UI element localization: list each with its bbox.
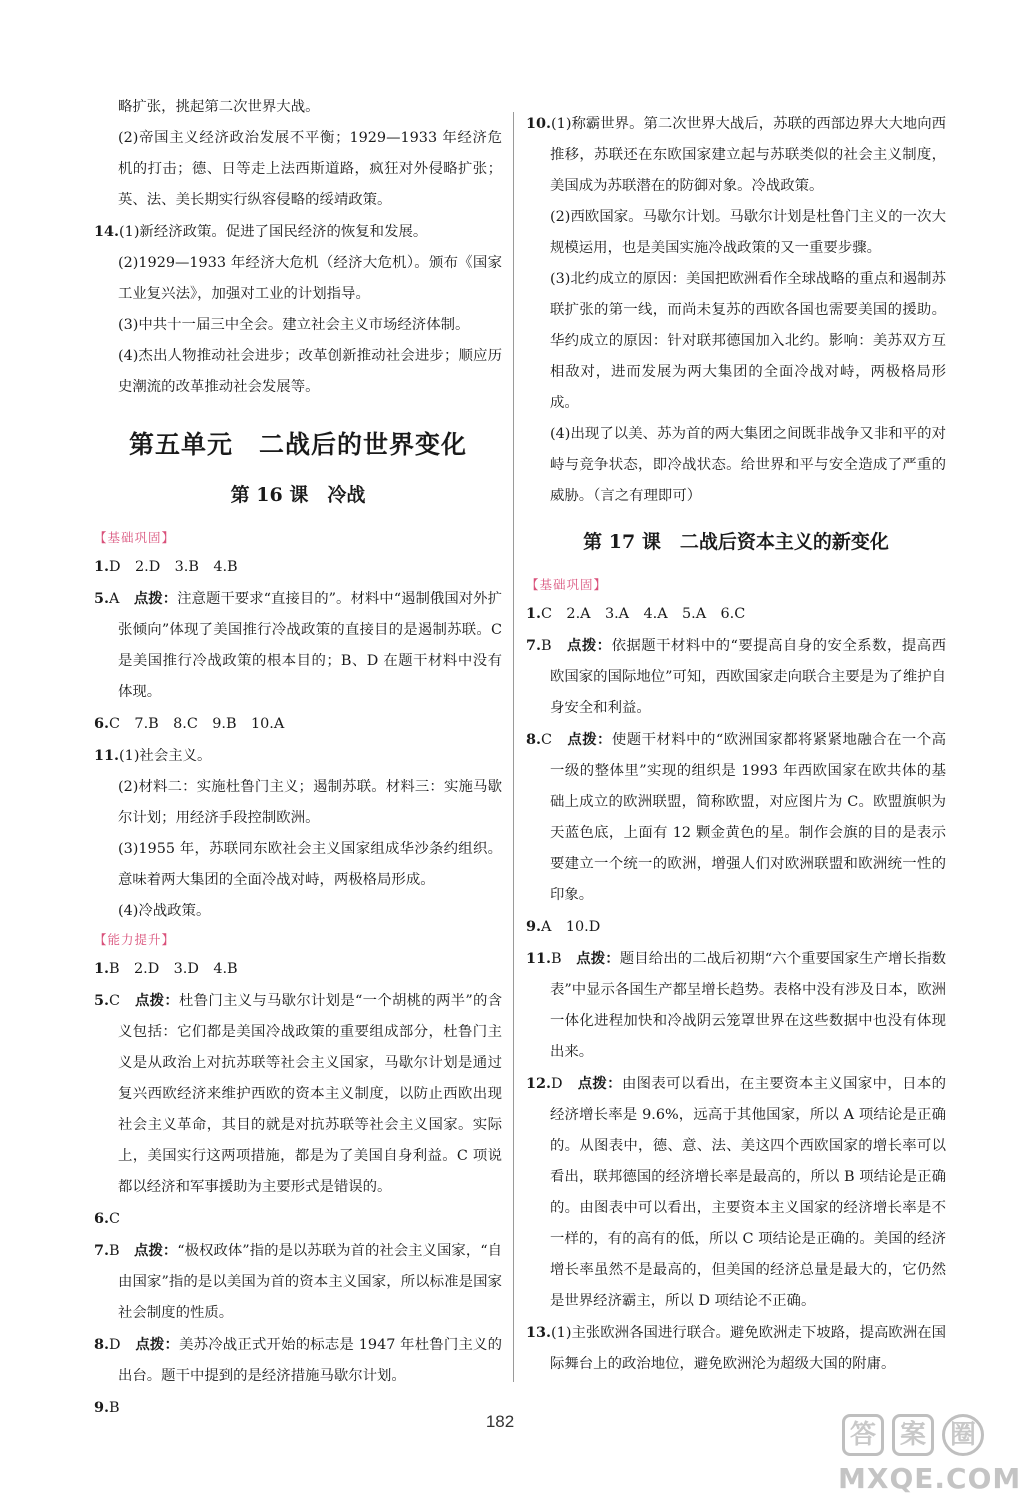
answer-item: 9.A 10.D [526,918,601,935]
answer-item: 7.B 点拨：“极权政体”指的是以苏联为首的社会主义国家，“自由国家”指的是以美国为首的资本主义国家，所以标准是国家社会制度的性质。 [94,1242,502,1321]
answer-item: 11.(1)社会主义。 [94,747,212,764]
answer-item: 13.(1)主张欧洲各国进行联合。避免欧洲走下坡路，提高欧洲在国际舞台上的政治地位，避免欧洲沦为超级大国的附庸。 [526,1324,946,1372]
unit-title: 第五单元 二战后的世界变化 [128,430,467,459]
answer-item: 7.B 点拨：依据题干材料中的“要提高自身的安全系数，提高西欧国家的国际地位”可知，西欧国家走向联合主要是为了维护自身安全和利益。 [526,637,946,716]
answer-item: 9.B [94,1399,120,1416]
answer-sub: (2)西欧国家。马歇尔计划。马歇尔计划是杜鲁门主义的一次大规模运用，也是美国实施冷战政策的又一重要步骤。 [550,209,946,256]
tip-label: 点拨： [135,1336,180,1353]
section-tag-advanced: 【能力提升】 [94,932,176,947]
answer-sub: (3)1955 年，苏联同东欧社会主义国家组成华沙条约组织。意味着两大集团的全面冷战对峙，两极格局形成。 [118,841,502,888]
tip-label: 点拨： [134,1242,178,1259]
section-tag-basic: 【基础巩固】 [94,530,176,545]
answer-continuation: 略扩张，挑起第二次世界大战。 [118,99,320,115]
answer-item: 8.C 点拨：使题干材料中的“欧洲国家都将紧紧地融合在一个高一级的整体里”实现的组织是 1993 年西欧国家在欧共体的基础上成立的欧洲联盟，简称欧盟，对应图片为 C。欧盟旗帜为天蓝色底，上面有 12 颗金黄色的星。制作会旗的目的是表示要建立一个统一的欧洲，增强人们对欧洲联盟和欧洲统一性的印象。 [526,731,946,903]
right-column [526,108,946,1380]
answer-sub: (3)中共十一届三中全会。建立社会主义市场经济体制。 [118,317,470,333]
answer-sub: (3)北约成立的原因：美国把欧洲看作全球战略的重点和遏制苏联扩张的第一线，而尚未复苏的西欧各国也需要美国的援助。华约成立的原因：针对联邦德国加入北约。影响：美苏双方互相敌对，进而发展为两大集团的全面冷战对峙，两极格局形成。 [550,271,946,411]
answer-item: 11.B 点拨：题目给出的二战后初期“六个重要国家生产增长指数表”中显示各国生产都呈增长趋势。表格中没有涉及日本，欧洲一体化进程加快和冷战阴云笼罩世界在这些数据中也没有体现出来。 [526,950,947,1060]
answer-item: 1.C 2.A 3.A 4.A 5.A 6.C [526,605,746,622]
answer-continuation: (2)帝国主义经济政治发展不平衡；1929—1933 年经济危机的打击；德、日等走上法西斯道路，疯狂对外侵略扩张；英、法、美长期实行纵容侵略的绥靖政策。 [118,130,502,208]
question-number: 10. [526,115,552,132]
tip-label: 点拨： [567,731,612,748]
answer-item: 12.D 点拨：由图表可以看出，在主要资本主义国家中，日本的经济增长率是 9.6%，远高于其他国家，所以 A 项结论是正确的。从图表中，德、意、法、美这四个西欧国家的增长率可以看出，联邦德国的经济增长率是最高的，所以 B 项结论是正确的。由图表中可以看出，主要资本主义国家的经济增长率是不一样的，有的高有的低，所以 C 项结论是正确的。美国的经济增长率虽然不是最高的，但美国的经济总量是最大的，它仍然是世界经济霸主，所以 D 项结论不正确。 [526,1075,946,1309]
answer-sub: (4)杰出人物推动社会进步；改革创新推动社会进步；顺应历史潮流的改革推动社会发展等。 [118,348,502,395]
answer-item: 5.C 点拨：杜鲁门主义与马歇尔计划是“一个胡桃的两半”的含义包括：它们都是美国冷战政策的重要组成部分，杜鲁门主义是从政治上对抗苏联等社会主义国家，马歇尔计划是通过复兴西欧经济来维护西欧的资本主义制度，以防止西欧出现社会主义革命，其目的就是对抗苏联等社会主义国家。实际上，美国实行这两项措施，都是为了美国自身利益。C 项说都以经济和军事援助为主要形式是错误的。 [94,992,503,1195]
watermark-glyph: 案 [892,1414,934,1456]
answer-item: 8.D 点拨：美苏冷战正式开始的标志是 1947 年杜鲁门主义的出台。题干中提到的是经济措施马歇尔计划。 [94,1336,502,1384]
tip-label: 点拨： [566,637,612,654]
answer-sub: (2)材料二：实施杜鲁门主义；遏制苏联。材料三：实施马歇尔计划；用经济手段控制欧洲。 [118,779,502,826]
page-number: 182 [485,1412,515,1431]
question-number: 14. [94,223,120,240]
answer-sub: (4)冷战政策。 [118,903,211,919]
answer-item: 6.C 7.B 8.C 9.B 10.A [94,715,285,732]
tip-label: 点拨： [576,950,620,967]
section-tag-basic: 【基础巩固】 [526,577,608,592]
tip-label: 点拨： [133,590,178,607]
watermark-text: MXQE.COM [838,1462,1021,1495]
lesson-17-title: 第 17 课 二战后资本主义的新变化 [583,531,889,553]
answer-14 [94,216,502,248]
answer-item: 6.C [94,1210,121,1227]
answer-item: 5.A 点拨：注意题干要求“直接目的”。材料中“遏制俄国对外扩张倾向”体现了美国推行冷战政策的直接目的是遏制苏联。C 是美国推行冷战政策的根本目的；B、D 在题干材料中没有体现。 [94,590,502,700]
tip-label: 点拨： [577,1075,622,1092]
watermark-glyphs [838,1410,988,1460]
answer-sub: (4)出现了以美、苏为首的两大集团之间既非战争又非和平的对峙与竞争状态，即冷战状态。给世界和平与安全造成了严重的威胁。（言之有理即可） [550,426,946,504]
watermark-glyph: 圈 [942,1414,984,1456]
column-divider [513,112,514,1382]
answer-text: (1)新经济政策。促进了国民经济的恢复和发展。 [119,224,428,240]
watermark-logo [838,1410,1021,1500]
left-column [94,92,502,1424]
lesson-16-title: 第 16 课 冷战 [230,484,366,506]
answer-item: 1.B 2.D 3.D 4.B [94,960,238,977]
answer-sub: (2)1929—1933 年经济大危机（经济大危机）。颁布《国家工业复兴法》，加强对工业的计划指导。 [118,255,502,302]
tip-label: 点拨： [135,992,180,1009]
answer-10: 10.(1)称霸世界。第二次世界大战后，苏联的西部边界大大地向西推移，苏联还在东欧国家建立起与苏联类似的社会主义制度，美国成为苏联潜在的防御对象。冷战政策。 [526,115,946,194]
answer-item: 1.D 2.D 3.B 4.B [94,558,238,575]
watermark-glyph: 答 [842,1414,884,1456]
